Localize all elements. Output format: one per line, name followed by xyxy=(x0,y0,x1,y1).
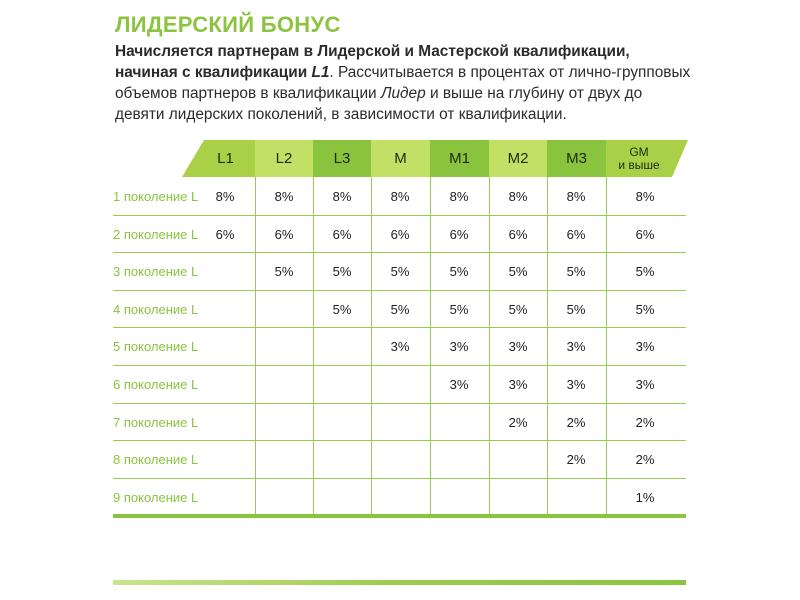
column-header-gm-sub: и выше xyxy=(618,157,660,172)
table-cell: 5% xyxy=(390,264,410,280)
table-cell xyxy=(208,300,242,320)
table-cell: 6% xyxy=(274,226,294,242)
table-cell: 6% xyxy=(332,226,352,242)
table-cell: 6% xyxy=(390,226,410,242)
row-divider xyxy=(113,440,686,441)
row-label: 1 поколение L xyxy=(113,189,199,204)
description-end: и выше на глубину от двух до девяти лидерских поколений, в зависимости от квалификации. xyxy=(115,85,643,123)
table-cell xyxy=(430,450,488,470)
table-cell: 3% xyxy=(635,339,655,355)
page-title: ЛИДЕРСКИЙ БОНУС xyxy=(115,12,341,37)
row-divider xyxy=(113,365,686,366)
column-header-m: M xyxy=(371,140,430,177)
table-cell xyxy=(371,450,429,470)
row-label: 8 поколение L xyxy=(113,452,199,468)
table-cell: 6% xyxy=(566,226,586,242)
row-divider xyxy=(113,215,686,216)
table-cell xyxy=(255,375,313,395)
row-label: 6 поколение L xyxy=(113,377,199,392)
row-label: 3 поколение L xyxy=(113,264,199,280)
table-cell xyxy=(489,488,547,508)
table-cell: 2% xyxy=(566,414,586,430)
table-cell xyxy=(208,450,242,470)
row-divider xyxy=(113,403,686,404)
table-cell xyxy=(313,450,371,470)
table-cell: 2% xyxy=(566,452,586,468)
table-cell xyxy=(313,375,371,395)
table-cell: 8% xyxy=(449,189,469,204)
description-bold: Начисляется партнерам в Лидерской и Мастерской квалификации, начиная с квалификации xyxy=(115,43,630,81)
table-cell: 3% xyxy=(449,339,469,355)
table-cell: 6% xyxy=(508,226,528,242)
table-cell xyxy=(208,337,242,357)
footer-divider xyxy=(113,580,686,585)
table-cell xyxy=(371,413,429,433)
column-header-m2: M2 xyxy=(489,140,547,177)
table-cell xyxy=(208,413,242,433)
table-cell: 5% xyxy=(508,264,528,280)
column-header-gm xyxy=(606,140,672,177)
column-header-l1: L1 xyxy=(217,150,234,167)
table-cell xyxy=(371,375,429,395)
row-label: 4 поколение L xyxy=(113,301,199,317)
table-cell: 8% xyxy=(508,189,528,204)
table-cell: 3% xyxy=(390,339,410,355)
table-cell: 5% xyxy=(449,301,469,317)
table-cell xyxy=(371,488,429,508)
table-cell: 3% xyxy=(566,377,586,392)
table-cell: 5% xyxy=(566,301,586,317)
table-cell: 1% xyxy=(635,489,655,505)
column-header-l3: L3 xyxy=(313,140,371,177)
row-label: 7 поколение L xyxy=(113,414,199,430)
description-text: . Рассчитывается в процентах от лично-групповых объемов партнеров в квалификации xyxy=(115,64,691,102)
table-cell xyxy=(255,300,313,320)
table-cell: 5% xyxy=(635,301,655,317)
table-cell xyxy=(255,450,313,470)
table-cell: 5% xyxy=(566,264,586,280)
table-cell: 8% xyxy=(566,189,586,204)
row-label: 5 поколение L xyxy=(113,339,199,355)
table-cell: 5% xyxy=(635,264,655,280)
table-cell: 8% xyxy=(215,189,235,204)
column-header-l2: L2 xyxy=(255,140,313,177)
table-cell: 5% xyxy=(274,264,294,280)
table-cell xyxy=(255,488,313,508)
table-cell: 5% xyxy=(332,301,352,317)
table-cell: 8% xyxy=(332,189,352,204)
row-divider xyxy=(113,327,686,328)
table-cell: 3% xyxy=(635,377,655,392)
table-cell: 3% xyxy=(449,377,469,392)
table-cell xyxy=(255,337,313,357)
table-cell: 5% xyxy=(390,301,410,317)
table-cell xyxy=(430,413,488,433)
table-cell: 5% xyxy=(332,264,352,280)
table-cell: 5% xyxy=(449,264,469,280)
table-cell xyxy=(430,488,488,508)
table-cell xyxy=(313,337,371,357)
row-divider xyxy=(113,290,686,291)
description-italic-word: Лидер xyxy=(380,85,426,102)
table-cell: 3% xyxy=(508,339,528,355)
table-cell: 8% xyxy=(274,189,294,204)
description-qualification: L1 xyxy=(311,64,330,81)
column-header-m3: M3 xyxy=(547,140,606,177)
column-header-m1: M1 xyxy=(430,140,489,177)
table-cell: 5% xyxy=(508,301,528,317)
description xyxy=(115,41,695,125)
row-divider xyxy=(113,478,686,479)
row-label: 2 поколение L xyxy=(113,226,199,242)
table-cell: 8% xyxy=(635,189,655,204)
table-cell xyxy=(208,488,242,508)
table-cell xyxy=(255,413,313,433)
table-cell xyxy=(547,488,605,508)
table-cell xyxy=(489,450,547,470)
table-cell: 6% xyxy=(449,226,469,242)
column-header-gm-label: GM xyxy=(629,144,649,159)
table-cell: 3% xyxy=(566,339,586,355)
table-cell xyxy=(208,262,242,282)
table-cell: 2% xyxy=(508,414,528,430)
table-cell xyxy=(313,413,371,433)
table-cell: 8% xyxy=(390,189,410,204)
table-cell xyxy=(313,488,371,508)
table-cell: 2% xyxy=(635,452,655,468)
table-cell: 3% xyxy=(508,377,528,392)
table-bottom-border xyxy=(113,514,686,518)
table-cell xyxy=(208,375,242,395)
row-label: 9 поколение L xyxy=(113,489,199,505)
table-cell: 6% xyxy=(635,226,655,242)
table-cell: 6% xyxy=(215,226,235,242)
table-cell: 2% xyxy=(635,414,655,430)
row-divider xyxy=(113,252,686,253)
